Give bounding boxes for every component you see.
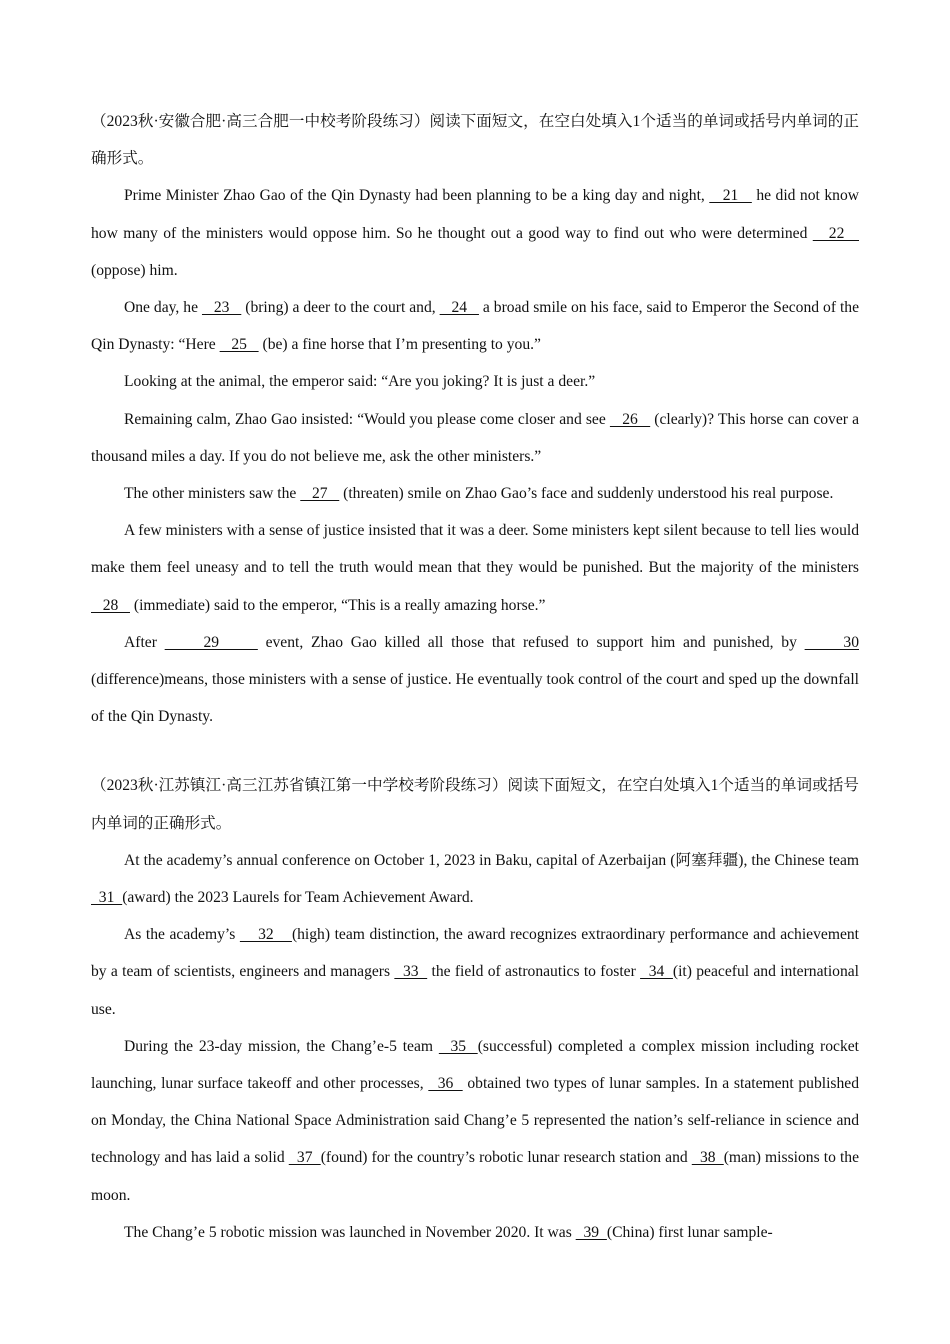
answer-blank[interactable]: 21 [709, 187, 752, 205]
section-header: （2023秋·江苏镇江·高三江苏省镇江第一中学校考阶段练习）阅读下面短文，在空白处填入1个适当的单词或括号内单词的正确形式。 [91, 777, 859, 832]
text-run: (man) missions to the moon. [91, 1149, 860, 1204]
text-run: he did not know how many of the ministers would oppose him. So he thought out a good way to find out who were determined [91, 187, 860, 242]
text-run: (immediate) said to the emperor, “This is a really amazing horse.” [129, 596, 546, 614]
paragraph [91, 475, 859, 512]
answer-blank[interactable]: 38 [691, 1149, 724, 1167]
exercise-section-2 [91, 767, 859, 1251]
answer-blank[interactable]: 30 [804, 633, 859, 651]
section-gap [91, 735, 859, 767]
text-run: (clearly)? This horse can cover a thousand miles a day. If you do not believe me, ask the other ministers.” [91, 410, 860, 465]
answer-blank[interactable]: 27 [300, 485, 340, 503]
answer-blank[interactable]: 23 [201, 299, 242, 317]
answer-blank[interactable]: 33 [394, 963, 428, 981]
text-run: (oppose) him. [91, 261, 178, 279]
answer-blank[interactable]: 32 [239, 926, 292, 944]
text-run: (award) the 2023 Laurels for Team Achievement Award. [122, 889, 474, 907]
answer-blank[interactable]: 37 [288, 1149, 321, 1167]
text-run: (difference)means, those ministers with a sense of justice. He eventually took control of the court and sped up the downfall of the Qin Dynasty. [91, 671, 859, 726]
answer-blank[interactable]: 25 [219, 336, 259, 354]
text-run: (successful) completed a complex mission including rocket launching, lunar surface takeoff and other processes, [91, 1037, 859, 1093]
paragraph [91, 401, 859, 475]
answer-blank[interactable]: 24 [439, 299, 479, 317]
text-run: (it) peaceful and international use. [91, 963, 860, 1018]
text-run: After [124, 633, 165, 651]
document-page [91, 103, 859, 1251]
text-run: A few ministers with a sense of justice insisted that it was a deer. Some ministers kept silent because to tell lies would make them feel uneasy and to tell the truth would mean that they would be punished. But the majority of the ministers [91, 522, 859, 577]
text-run: Remaining calm, Zhao Gao insisted: “Would you please come closer and see [124, 410, 610, 428]
text-run: a broad smile on his face, said to Emperor the Second of the Qin Dynasty: “Here [91, 299, 860, 354]
text-run: At the academy’s annual conference on October 1, 2023 in Baku, capital of Azerbaijan (阿塞拜疆), the Chinese team [124, 851, 859, 869]
text-run: the field of astronautics to foster [427, 963, 641, 981]
paragraph [91, 177, 859, 289]
text-run: (threaten) smile on Zhao Gao’s face and suddenly understood his real purpose. [339, 485, 834, 503]
answer-blank[interactable]: 35 [438, 1037, 478, 1055]
paragraph [91, 363, 859, 400]
exercise-section-1 [91, 103, 859, 735]
text-run: (bring) a deer to the court and, [241, 299, 440, 317]
answer-blank[interactable]: 34 [640, 963, 673, 981]
text-run: (China) first lunar sample- [606, 1223, 773, 1241]
text-run: event, Zhao Gao killed all those that refused to support him and punished, by [257, 633, 805, 651]
section-header: （2023秋·安徽合肥·高三合肥一中校考阶段练习）阅读下面短文，在空白处填入1个适当的单词或括号内单词的正确形式。 [91, 113, 859, 168]
text-run: Looking at the animal, the emperor said: “Are you joking? It is just a deer.” [124, 373, 596, 391]
paragraph [91, 624, 859, 736]
answer-blank[interactable]: 22 [812, 224, 859, 242]
text-run: (high) team distinction, the award recognizes extraordinary performance and achievement by a team of scientists, engineers and managers [91, 926, 860, 981]
answer-blank[interactable]: 29 [164, 633, 258, 651]
answer-blank[interactable]: 28 [91, 596, 130, 614]
answer-blank[interactable]: 36 [428, 1075, 463, 1093]
text-run: (be) a fine horse that I’m presenting to you.” [258, 336, 541, 354]
text-run: As the academy’s [124, 926, 240, 944]
paragraph [91, 1214, 859, 1251]
answer-blank[interactable]: 39 [575, 1223, 607, 1241]
paragraph [91, 842, 859, 916]
text-run: Prime Minister Zhao Gao of the Qin Dynasty had been planning to be a king day and night, [124, 187, 710, 205]
paragraph [91, 512, 859, 624]
text-run: The Chang’e 5 robotic mission was launched in November 2020. It was [124, 1223, 576, 1241]
paragraph [91, 289, 859, 363]
answer-blank[interactable]: 26 [609, 410, 651, 428]
paragraph [91, 916, 859, 1028]
text-run: One day, he [124, 299, 202, 317]
answer-blank[interactable]: 31 [91, 889, 123, 907]
text-run: During the 23-day mission, the Chang’e-5 team [124, 1037, 439, 1055]
text-run: obtained two types of lunar samples. In a statement published on Monday, the China National Space Administration said Chang’e 5 represented the nation’s self-reliance in science and technology and has laid a solid [91, 1075, 859, 1167]
text-run: (found) for the country’s robotic lunar research station and [320, 1149, 692, 1167]
paragraph [91, 1028, 859, 1214]
text-run: The other ministers saw the [124, 485, 301, 503]
